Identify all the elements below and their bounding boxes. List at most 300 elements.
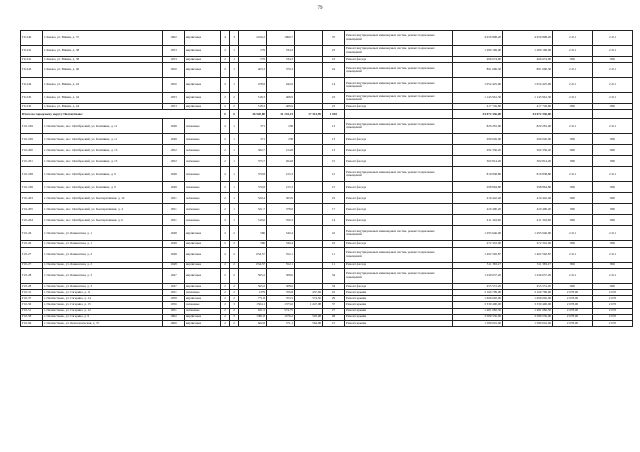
entrances-cell: 1 bbox=[230, 193, 239, 204]
extra-area-cell bbox=[295, 215, 323, 226]
extra-area-cell bbox=[295, 156, 323, 167]
extra-area-cell bbox=[295, 182, 323, 193]
table-row bbox=[21, 46, 633, 57]
address-cell: г. Пелхиствово, ул. Банковская, д. 3 bbox=[43, 268, 163, 283]
fund-cell: 472 316,00 bbox=[503, 241, 553, 247]
living-area-cell: 571,1 bbox=[267, 320, 295, 326]
wall-material-cell: кирпичные bbox=[185, 63, 221, 78]
extra-area-cell bbox=[295, 204, 323, 215]
extra-area-cell bbox=[295, 46, 323, 57]
total-area-cell: 1381,8 bbox=[239, 314, 267, 320]
total-area-cell: 2166,2 bbox=[239, 31, 267, 46]
max-price-cell: 806 bbox=[593, 193, 633, 204]
extra-area-cell bbox=[295, 167, 323, 182]
entrances-cell: 1 bbox=[230, 119, 239, 134]
year-cell: 1947 bbox=[163, 283, 185, 289]
unit-price-cell: 2 211 bbox=[553, 31, 593, 46]
floors-cell: 2 bbox=[221, 57, 230, 63]
wall-material-cell: кирпичные bbox=[185, 104, 221, 110]
work-type-cell: Ремонт фасада bbox=[345, 134, 453, 145]
living-area-cell: 356,3 bbox=[267, 215, 295, 226]
living-area-cell: 258 bbox=[267, 119, 295, 134]
residents-cell: 23 bbox=[323, 104, 345, 110]
residents-cell: 13 bbox=[323, 119, 345, 134]
year-cell: 1956 bbox=[163, 302, 185, 308]
wall-material-cell: кирпичные bbox=[185, 247, 221, 262]
total-area-cell: 375,7 bbox=[239, 156, 267, 167]
floors-cell: 2 bbox=[221, 167, 230, 182]
year-cell: 1951 bbox=[163, 204, 185, 215]
unit-price-cell: 806 bbox=[553, 204, 593, 215]
max-price-cell: 2 670 bbox=[593, 308, 633, 314]
extra-area-cell bbox=[295, 134, 323, 145]
max-price-cell: 2 211 bbox=[593, 247, 633, 262]
max-price-cell: 2 670 bbox=[593, 289, 633, 295]
cost-cell: 1 402 592,87 bbox=[453, 247, 503, 262]
address-cell: г. Пелхиствово, ул. Банковская, д. 2 bbox=[43, 247, 163, 262]
residents-cell: 22 bbox=[323, 289, 345, 295]
page-number: 79 bbox=[317, 6, 323, 11]
year-cell: 1948 bbox=[163, 167, 185, 182]
address-cell: г. Пелхиствово, ул. Гагарина, д. 9 bbox=[43, 314, 163, 320]
max-price-cell: 2 670 bbox=[593, 296, 633, 302]
row-id: Г9-241 bbox=[21, 57, 43, 63]
row-id: Г9-244 bbox=[21, 78, 43, 93]
floors-cell: 2 bbox=[221, 302, 230, 308]
table-row bbox=[21, 182, 633, 193]
row-id: Г10-28 bbox=[21, 283, 43, 289]
wall-material-cell: кирпичные bbox=[185, 226, 221, 241]
extra-area-cell bbox=[295, 119, 323, 134]
living-area-cell: 1960,7 bbox=[267, 31, 295, 46]
floors-cell: 2 bbox=[221, 308, 230, 314]
residents-cell: 15 bbox=[323, 320, 345, 326]
unit-price-cell: 2 211 bbox=[553, 78, 593, 93]
fund-cell: 292 336,20 bbox=[503, 145, 553, 156]
entrances-cell: 2 bbox=[230, 93, 239, 104]
floors-cell: 2 bbox=[221, 134, 230, 145]
row-id: Г10-31 bbox=[21, 289, 43, 295]
fund-cell: 419 442,40 bbox=[503, 193, 553, 204]
max-price-cell: 806 bbox=[593, 204, 633, 215]
row-id: Г10-27 bbox=[21, 262, 43, 268]
row-id: Г10-50 bbox=[21, 302, 43, 308]
year-cell: 1948 bbox=[163, 134, 185, 145]
address-cell: г. Пелхиствово, ул. Комсомольская, д. 37 bbox=[43, 320, 163, 326]
cost-cell: 298 864,80 bbox=[453, 182, 503, 193]
year-cell: 1948 bbox=[163, 247, 185, 262]
max-price-cell: 806 bbox=[593, 262, 633, 268]
residents-cell: 19 bbox=[323, 193, 345, 204]
residents-cell: 15 bbox=[323, 167, 345, 182]
total-area-cell: 510,6 bbox=[239, 215, 267, 226]
max-price-cell: 2 211 bbox=[593, 63, 633, 78]
row-id: Г10-204 bbox=[21, 215, 43, 226]
wall-material-cell: кирпичные bbox=[185, 241, 221, 247]
table-row bbox=[21, 268, 633, 283]
unit-price-cell: 2 678,00 bbox=[553, 320, 593, 326]
wall-material-cell: шлаковые bbox=[185, 193, 221, 204]
unit-price-cell: 806 bbox=[553, 134, 593, 145]
max-price-cell: 806 bbox=[593, 57, 633, 63]
extra-area-cell: 593,08 bbox=[295, 314, 323, 320]
max-price-cell: 2 211 bbox=[593, 31, 633, 46]
unit-price-cell: 806 bbox=[553, 215, 593, 226]
work-type-cell: Ремонт внутридомовых инженерных систем, ремонт подвальных помещений bbox=[345, 46, 453, 57]
residents-cell: 23 bbox=[323, 57, 345, 63]
row-id: Г10-203 bbox=[21, 193, 43, 204]
extra-area-cell bbox=[295, 63, 323, 78]
work-type-cell: Ремонт фасада bbox=[345, 215, 453, 226]
address-cell: г. Пелхиствово, ул. Гагарина, д. 11 bbox=[43, 289, 163, 295]
residents-cell: 13 bbox=[323, 134, 345, 145]
year-cell: 1953 bbox=[163, 46, 185, 57]
cost-cell: 820 281,00 bbox=[453, 119, 503, 134]
work-type-cell: Ремонт крыши bbox=[345, 314, 453, 320]
wall-material-cell: кирпичные bbox=[185, 31, 221, 46]
wall-material-cell: кирпичные bbox=[185, 314, 221, 320]
year-cell: 1948 bbox=[163, 119, 185, 134]
address-cell: г. Пелхиствово, пос. Октябрьский, ул. Коопаративная, д. 6 bbox=[43, 215, 163, 226]
living-area-cell: 378,6 bbox=[267, 204, 295, 215]
wall-material-cell: кирпичные bbox=[185, 93, 221, 104]
floors-cell: 2 bbox=[221, 268, 230, 283]
address-cell: г. Кнежа, ул. Юкива, д. 37 bbox=[43, 31, 163, 46]
cost-cell: 511 383,27 bbox=[453, 262, 503, 268]
unit-price-cell: 2 678,00 bbox=[553, 308, 593, 314]
living-area-cell: 214,8 bbox=[267, 145, 295, 156]
unit-price-cell: 2 678,00 bbox=[553, 302, 593, 308]
table-row bbox=[21, 167, 633, 182]
work-type-cell: Ремонт фасада bbox=[345, 204, 453, 215]
total-area-cell: 371 bbox=[239, 134, 267, 145]
living-area-cell: 534,3 bbox=[267, 46, 295, 57]
total-area-cell: 370,8 bbox=[239, 182, 267, 193]
living-area-cell: 540,4 bbox=[267, 226, 295, 241]
floors-cell: 2 bbox=[221, 241, 230, 247]
total-area-cell: 520,4 bbox=[239, 193, 267, 204]
row-id: Г10-27 bbox=[21, 247, 43, 262]
floors-cell: 2 bbox=[221, 63, 230, 78]
living-area-cell: 574,75 bbox=[267, 308, 295, 314]
cost-cell: 302 814,20 bbox=[453, 156, 503, 167]
entrances-cell: 3 bbox=[230, 314, 239, 320]
work-type-cell: Ремонт крыши bbox=[345, 320, 453, 326]
living-area-cell: 552,1 bbox=[267, 262, 295, 268]
total-fund: 54 072 336,00 bbox=[503, 110, 553, 119]
floors-cell: 2 bbox=[221, 119, 230, 134]
living-area-cell: 540,4 bbox=[267, 241, 295, 247]
unit-price-cell: 2 211 bbox=[553, 63, 593, 78]
cost-cell: 819 838,80 bbox=[453, 167, 503, 182]
floors-cell: 2 bbox=[221, 104, 230, 110]
address-cell: г. Пелхиствово, ул. Гагарина, д. 12 bbox=[43, 308, 163, 314]
year-cell: 1962 bbox=[163, 31, 185, 46]
living-area-cell: 508,6 bbox=[267, 268, 295, 283]
row-id: Г10-26 bbox=[21, 241, 43, 247]
table-row bbox=[21, 215, 633, 226]
total-area-cell: 518,3 bbox=[239, 104, 267, 110]
year-cell: 1951 bbox=[163, 193, 185, 204]
unit-price-cell: 2 211 bbox=[553, 93, 593, 104]
work-type-cell: Ремонт фасада bbox=[345, 262, 453, 268]
row-id: Г9-245 bbox=[21, 104, 43, 110]
max-price-cell: 2 211 bbox=[593, 268, 633, 283]
table-row bbox=[21, 145, 633, 156]
residents-cell: 15 bbox=[323, 156, 345, 167]
year-cell: 1953 bbox=[163, 57, 185, 63]
fund-cell: 420 490,20 bbox=[503, 204, 553, 215]
residents-cell: 24 bbox=[323, 63, 345, 78]
max-price-cell: 806 bbox=[593, 215, 633, 226]
extra-area-cell bbox=[295, 226, 323, 241]
total-row bbox=[21, 110, 633, 119]
table-row bbox=[21, 247, 633, 262]
entrances-cell: 1 bbox=[230, 156, 239, 167]
unit-price-cell: 2 211 bbox=[553, 226, 593, 241]
total-area-cell: 634,57 bbox=[239, 247, 267, 262]
floors-cell: 2 bbox=[221, 204, 230, 215]
floors-cell: 2 bbox=[221, 320, 230, 326]
max-price-cell: 2 670 bbox=[593, 314, 633, 320]
living-area-cell: 264,8 bbox=[267, 156, 295, 167]
year-cell: 1950 bbox=[163, 63, 185, 78]
row-id: Г10-198 bbox=[21, 167, 43, 182]
residents-cell: 22 bbox=[323, 241, 345, 247]
address-cell: г. Пелхиствово, ул. Банковская, д. 1 bbox=[43, 226, 163, 241]
total-blank bbox=[553, 110, 593, 119]
living-area-cell: 363,9 bbox=[267, 193, 295, 204]
address-cell: г. Пелхиствово, пос. Октябрьский, ул. Коопаративная, д. 4 bbox=[43, 204, 163, 215]
residents-cell: 14 bbox=[323, 78, 345, 93]
floors-cell: 2 bbox=[221, 296, 230, 302]
fund-cell: 1 580 016,00 bbox=[503, 320, 553, 326]
extra-area-cell bbox=[295, 247, 323, 262]
wall-material-cell: кирпичные bbox=[185, 78, 221, 93]
row-id: Г10-198 bbox=[21, 182, 43, 193]
row-id: Г9-245 bbox=[21, 93, 43, 104]
total-area-cell: 565,2 bbox=[239, 283, 267, 289]
entrances-cell: 1 bbox=[230, 46, 239, 57]
row-id: Г10-51 bbox=[21, 308, 43, 314]
total-area-cell: 621,5 bbox=[239, 308, 267, 314]
total-cost: 54 072 336,00 bbox=[453, 110, 503, 119]
work-type-cell: Ремонт внутридомовых инженерных систем, ремонт подвальных помещений bbox=[345, 226, 453, 241]
table-row bbox=[21, 193, 633, 204]
max-price-cell: 2 211 bbox=[593, 226, 633, 241]
entrances-cell: 1 bbox=[230, 78, 239, 93]
fund-cell: 891 696,30 bbox=[503, 63, 553, 78]
work-type-cell: Ремонт крыши bbox=[345, 296, 453, 302]
year-cell: 1953 bbox=[163, 93, 185, 104]
table-row bbox=[21, 31, 633, 46]
entrances-cell: 3 bbox=[230, 302, 239, 308]
total-area-cell: 634,57 bbox=[239, 262, 267, 268]
cost-cell: 299 026,00 bbox=[453, 134, 503, 145]
address-cell: г. Пелхиствово, пос. Октябрьский, ул. Калинина, д. 9 bbox=[43, 167, 163, 182]
address-cell: г. Пелхиствово, пос. Октябрьский, ул. Коопаративная, д. 10 bbox=[43, 193, 163, 204]
entrances-cell: 1 bbox=[230, 167, 239, 182]
residents-cell: 37 bbox=[323, 302, 345, 308]
living-area-cell: 706,8 bbox=[267, 289, 295, 295]
year-cell: 1952 bbox=[163, 156, 185, 167]
wall-material-cell: кирпичные bbox=[185, 262, 221, 268]
residents-cell: 17 bbox=[323, 204, 345, 215]
max-price-cell: 2 211 bbox=[593, 119, 633, 134]
cost-cell: 420 490,20 bbox=[453, 204, 503, 215]
living-area-cell: 468,9 bbox=[267, 104, 295, 110]
cost-cell: 1 481 082,50 bbox=[453, 308, 503, 314]
year-cell: 1958 bbox=[163, 296, 185, 302]
max-price-cell: 2 211 bbox=[593, 78, 633, 93]
total-area-cell: 370,8 bbox=[239, 167, 267, 182]
wall-material-cell: шлаковые bbox=[185, 156, 221, 167]
entrances-cell: 2 bbox=[230, 247, 239, 262]
living-area-cell: 215,3 bbox=[267, 167, 295, 182]
residents-cell: 23 bbox=[323, 93, 345, 104]
row-id: Г9-243 bbox=[21, 63, 43, 78]
entrances-cell: 1 bbox=[230, 204, 239, 215]
floors-cell: 2 bbox=[221, 262, 230, 268]
floors-cell: 2 bbox=[221, 46, 230, 57]
table-row bbox=[21, 320, 633, 326]
cost-cell: 292 336,20 bbox=[453, 145, 503, 156]
cost-cell: 411 343,60 bbox=[453, 215, 503, 226]
floors-cell: 2 bbox=[221, 145, 230, 156]
row-id: Г10-58 bbox=[21, 314, 43, 320]
cost-cell: 891 696,30 bbox=[453, 63, 503, 78]
max-price-cell: 2 670 bbox=[593, 302, 633, 308]
total-area-cell: 403,3 bbox=[239, 63, 267, 78]
max-price-cell: 806 bbox=[593, 134, 633, 145]
max-price-cell: 806 bbox=[593, 145, 633, 156]
living-area-cell: 370,3 bbox=[267, 63, 295, 78]
fund-cell: 1 699 692,00 bbox=[503, 296, 553, 302]
year-cell: 1948 bbox=[163, 182, 185, 193]
address-cell: г. Пелхиствово, ул. Банковская, д. 2 bbox=[43, 262, 163, 268]
unit-price-cell: 2 211 bbox=[553, 119, 593, 134]
extra-area-cell bbox=[295, 93, 323, 104]
max-price-cell: 806 bbox=[593, 104, 633, 110]
address-cell: г. Пелхиствово, ул. Гагарина, д. 15 bbox=[43, 302, 163, 308]
row-id: Г10-37 bbox=[21, 296, 43, 302]
extra-area-cell bbox=[295, 145, 323, 156]
total-area-cell: 1504,1 bbox=[239, 302, 267, 308]
address-cell: г. Кнежа, ул. Юкива, д. 38 bbox=[43, 57, 163, 63]
address-cell: г. Пелхиствово, ул. Гагарина, д. 14 bbox=[43, 296, 163, 302]
floors-cell: 2 bbox=[221, 182, 230, 193]
fund-cell: 299 026,00 bbox=[503, 134, 553, 145]
cost-cell: 417 749,80 bbox=[453, 104, 503, 110]
cost-cell: 4 656 808,20 bbox=[453, 31, 503, 46]
row-id: Г9-241 bbox=[21, 46, 43, 57]
fund-cell: 455 551,20 bbox=[503, 283, 553, 289]
max-price-cell: 806 bbox=[593, 283, 633, 289]
total-area-cell: 662,8 bbox=[239, 320, 267, 326]
max-price-cell: 806 bbox=[593, 156, 633, 167]
unit-price-cell: 2 211 bbox=[553, 46, 593, 57]
entrances-cell: 1 bbox=[230, 215, 239, 226]
fund-cell: 820 281,00 bbox=[503, 119, 553, 134]
total-area-cell: 565,2 bbox=[239, 268, 267, 283]
entrances-cell: 1 bbox=[230, 63, 239, 78]
extra-area-cell: 574,50 bbox=[295, 296, 323, 302]
table-row bbox=[21, 134, 633, 145]
cost-cell: 3 339 490,00 bbox=[453, 302, 503, 308]
residents-cell: 15 bbox=[323, 182, 345, 193]
fund-cell: 417 749,80 bbox=[503, 104, 553, 110]
work-type-cell: Ремонт фасада bbox=[345, 283, 453, 289]
year-cell: 1948 bbox=[163, 241, 185, 247]
fund-cell: 1 295 646,00 bbox=[503, 226, 553, 241]
row-id: Г10-200 bbox=[21, 145, 43, 156]
address-cell: г. Пелхиствово, ул. Банковская, д. 3 bbox=[43, 283, 163, 289]
fund-cell: 3 589 556,00 bbox=[503, 314, 553, 320]
residents-cell: 48 bbox=[323, 314, 345, 320]
max-price-cell: 2 211 bbox=[593, 93, 633, 104]
living-area-cell: 442,9 bbox=[267, 78, 295, 93]
entrances-cell: 2 bbox=[230, 320, 239, 326]
total-blank bbox=[593, 110, 633, 119]
living-area-cell: 534,3 bbox=[267, 57, 295, 63]
unit-price-cell: 2 678,00 bbox=[553, 296, 593, 302]
extra-area-cell bbox=[295, 31, 323, 46]
cost-cell: 3 589 556,00 bbox=[453, 314, 503, 320]
cost-cell: 3 166 799,00 bbox=[453, 289, 503, 295]
cost-cell: 466 674,00 bbox=[453, 57, 503, 63]
floors-cell: 2 bbox=[221, 215, 230, 226]
year-cell: 1953 bbox=[163, 104, 185, 110]
address-cell: г. Пелхиствово, ул. Банковская, д. 1 bbox=[43, 241, 163, 247]
address-cell: г. Кнежа, ул. Юкива, д. 40 bbox=[43, 63, 163, 78]
entrances-cell: 2 bbox=[230, 226, 239, 241]
unit-price-cell: 2 678,00 bbox=[553, 289, 593, 295]
work-type-cell: Ремонт внутридомовых инженерных систем, ремонт подвальных помещений bbox=[345, 167, 453, 182]
wall-material-cell: шлаковые bbox=[185, 204, 221, 215]
residents-cell: 23 bbox=[323, 46, 345, 57]
work-type-cell: Ремонт внутридомовых инженерных систем, ремонт подвальных помещений bbox=[345, 31, 453, 46]
residents-cell: 13 bbox=[323, 145, 345, 156]
total-label: Итого по городскому округу Пелхиствово: bbox=[21, 110, 221, 119]
table-row bbox=[21, 119, 633, 134]
floors-cell: 2 bbox=[221, 78, 230, 93]
total-floors: 0 bbox=[221, 110, 230, 119]
total-extra-area: 17 314,99 bbox=[295, 110, 323, 119]
wall-material-cell: шлаковые bbox=[185, 167, 221, 182]
table-row bbox=[21, 204, 633, 215]
wall-material-cell: шлаковые bbox=[185, 308, 221, 314]
residents-cell: 14 bbox=[323, 215, 345, 226]
entrances-cell: 2 bbox=[230, 241, 239, 247]
unit-price-cell: 806 bbox=[553, 182, 593, 193]
floors-cell: 2 bbox=[221, 93, 230, 104]
entrances-cell: 1 bbox=[230, 182, 239, 193]
cost-cell: 1 280 169,00 bbox=[453, 46, 503, 57]
unit-price-cell: 806 bbox=[553, 262, 593, 268]
cost-cell: 1 699 692,00 bbox=[453, 296, 503, 302]
fund-cell: 4 656 808,20 bbox=[503, 31, 553, 46]
residents-cell: 34 bbox=[323, 268, 345, 283]
wall-material-cell: шлаковые bbox=[185, 302, 221, 308]
entrances-cell: 1 bbox=[230, 145, 239, 156]
row-id: Г10-26 bbox=[21, 226, 43, 241]
table-row bbox=[21, 78, 633, 93]
entrances-cell: 1 bbox=[230, 134, 239, 145]
cost-cell: 455 551,20 bbox=[453, 283, 503, 289]
unit-price-cell: 806 bbox=[553, 193, 593, 204]
table-row bbox=[21, 156, 633, 167]
fund-cell: 466 674,00 bbox=[503, 57, 553, 63]
